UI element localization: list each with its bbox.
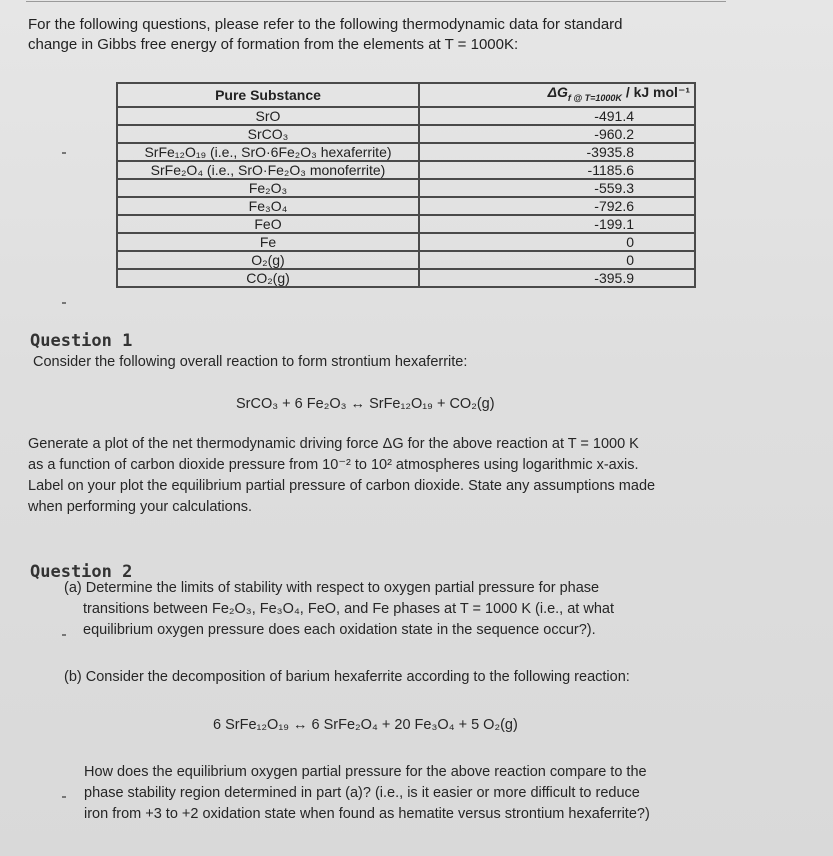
value-cell: 0 — [419, 233, 695, 251]
header-gibbs-subscript: f @ T=1000K — [567, 92, 622, 103]
substance-cell: CO₂(g) — [117, 269, 419, 287]
question-1-body-line: Label on your plot the equilibrium partial pressure of carbon dioxide. State any assumptions made — [28, 478, 656, 494]
part-a-line: transitions between Fe₂O₃, Fe₃O₄, FeO, and Fe phases at T = 1000 K (i.e., at what — [83, 601, 614, 617]
value-cell: -199.1 — [419, 215, 695, 233]
table-row — [117, 269, 695, 287]
table-row — [117, 251, 695, 269]
top-rule — [26, 1, 726, 2]
part-a-line: equilibrium oxygen pressure does each oxidation state in the sequence occur?). — [83, 622, 596, 638]
substance-cell: FeO — [117, 215, 419, 233]
question-1-prompt: Consider the following overall reaction to form strontium hexaferrite: — [33, 354, 468, 370]
substance-cell: SrFe₂O₄ (i.e., SrO·Fe₂O₃ monoferrite) — [117, 161, 419, 179]
substance-cell: SrO — [117, 107, 419, 125]
question-2-closing — [84, 762, 824, 825]
question-2-heading: Question 2 — [30, 562, 133, 582]
intro-line-1: For the following questions, please refer to the following thermodynamic data for standard — [28, 16, 623, 33]
thermo-data-table — [116, 82, 696, 288]
table-row — [117, 125, 695, 143]
value-cell: -491.4 — [419, 107, 695, 125]
stray-mark — [62, 634, 66, 636]
table-row — [117, 143, 695, 161]
question-1-body — [28, 434, 818, 518]
table-row — [117, 197, 695, 215]
closing-line: iron from +3 to +2 oxidation state when found as hematite versus strontium hexaferrite?) — [84, 806, 650, 822]
stray-mark — [62, 796, 66, 798]
value-cell: -395.9 — [419, 269, 695, 287]
table-row — [117, 215, 695, 233]
table-row — [117, 107, 695, 125]
value-cell: -792.6 — [419, 197, 695, 215]
substance-cell: SrFe₁₂O₁₉ (i.e., SrO·6Fe₂O₃ hexaferrite) — [117, 143, 419, 161]
header-substance: Pure Substance — [117, 83, 419, 107]
closing-line: How does the equilibrium oxygen partial pressure for the above reaction compare to the — [84, 764, 647, 780]
question-1-body-line: when performing your calculations. — [28, 499, 253, 515]
value-cell: -1185.6 — [419, 161, 695, 179]
substance-cell: SrCO₃ — [117, 125, 419, 143]
substance-cell: Fe — [117, 233, 419, 251]
header-gibbs-symbol: ΔG — [547, 84, 568, 101]
question-1-heading: Question 1 — [30, 331, 133, 351]
substance-cell: Fe₂O₃ — [117, 179, 419, 197]
table-header-row — [117, 83, 695, 107]
table-row — [117, 233, 695, 251]
header-gibbs-units: / kJ mol⁻¹ — [625, 84, 690, 101]
substance-cell: Fe₃O₄ — [117, 197, 419, 215]
intro-line-2: change in Gibbs free energy of formation from the elements at T = 1000K: — [28, 36, 519, 53]
value-cell: 0 — [419, 251, 695, 269]
value-cell: -960.2 — [419, 125, 695, 143]
closing-line: phase stability region determined in part (a)? (i.e., is it easier or more difficult to reduce — [84, 785, 640, 801]
intro-text — [28, 15, 708, 55]
value-cell: -559.3 — [419, 179, 695, 197]
question-2-part-a — [64, 578, 764, 641]
question-1-equation: SrCO₃ + 6 Fe₂O₃ ↔ SrFe₁₂O₁₉ + CO₂(g) — [236, 396, 495, 412]
substance-cell: O₂(g) — [117, 251, 419, 269]
stray-mark — [62, 302, 66, 304]
question-2-equation: 6 SrFe₁₂O₁₉ ↔ 6 SrFe₂O₄ + 20 Fe₃O₄ + 5 O₂(g) — [213, 717, 518, 733]
question-1-body-line: as a function of carbon dioxide pressure from 10⁻² to 10² atmospheres using logarithmic x-axis. — [28, 457, 639, 473]
part-a-line: (a) Determine the limits of stability with respect to oxygen partial pressure for phase — [64, 580, 600, 596]
table-row — [117, 179, 695, 197]
header-gibbs — [419, 83, 695, 107]
value-cell: -3935.8 — [419, 143, 695, 161]
table-row — [117, 161, 695, 179]
question-2-part-b: (b) Consider the decomposition of barium hexaferrite according to the following reaction: — [64, 669, 630, 685]
question-1-body-line: Generate a plot of the net thermodynamic driving force ΔG for the above reaction at T = 1000 K — [28, 436, 639, 452]
stray-mark — [62, 152, 66, 154]
